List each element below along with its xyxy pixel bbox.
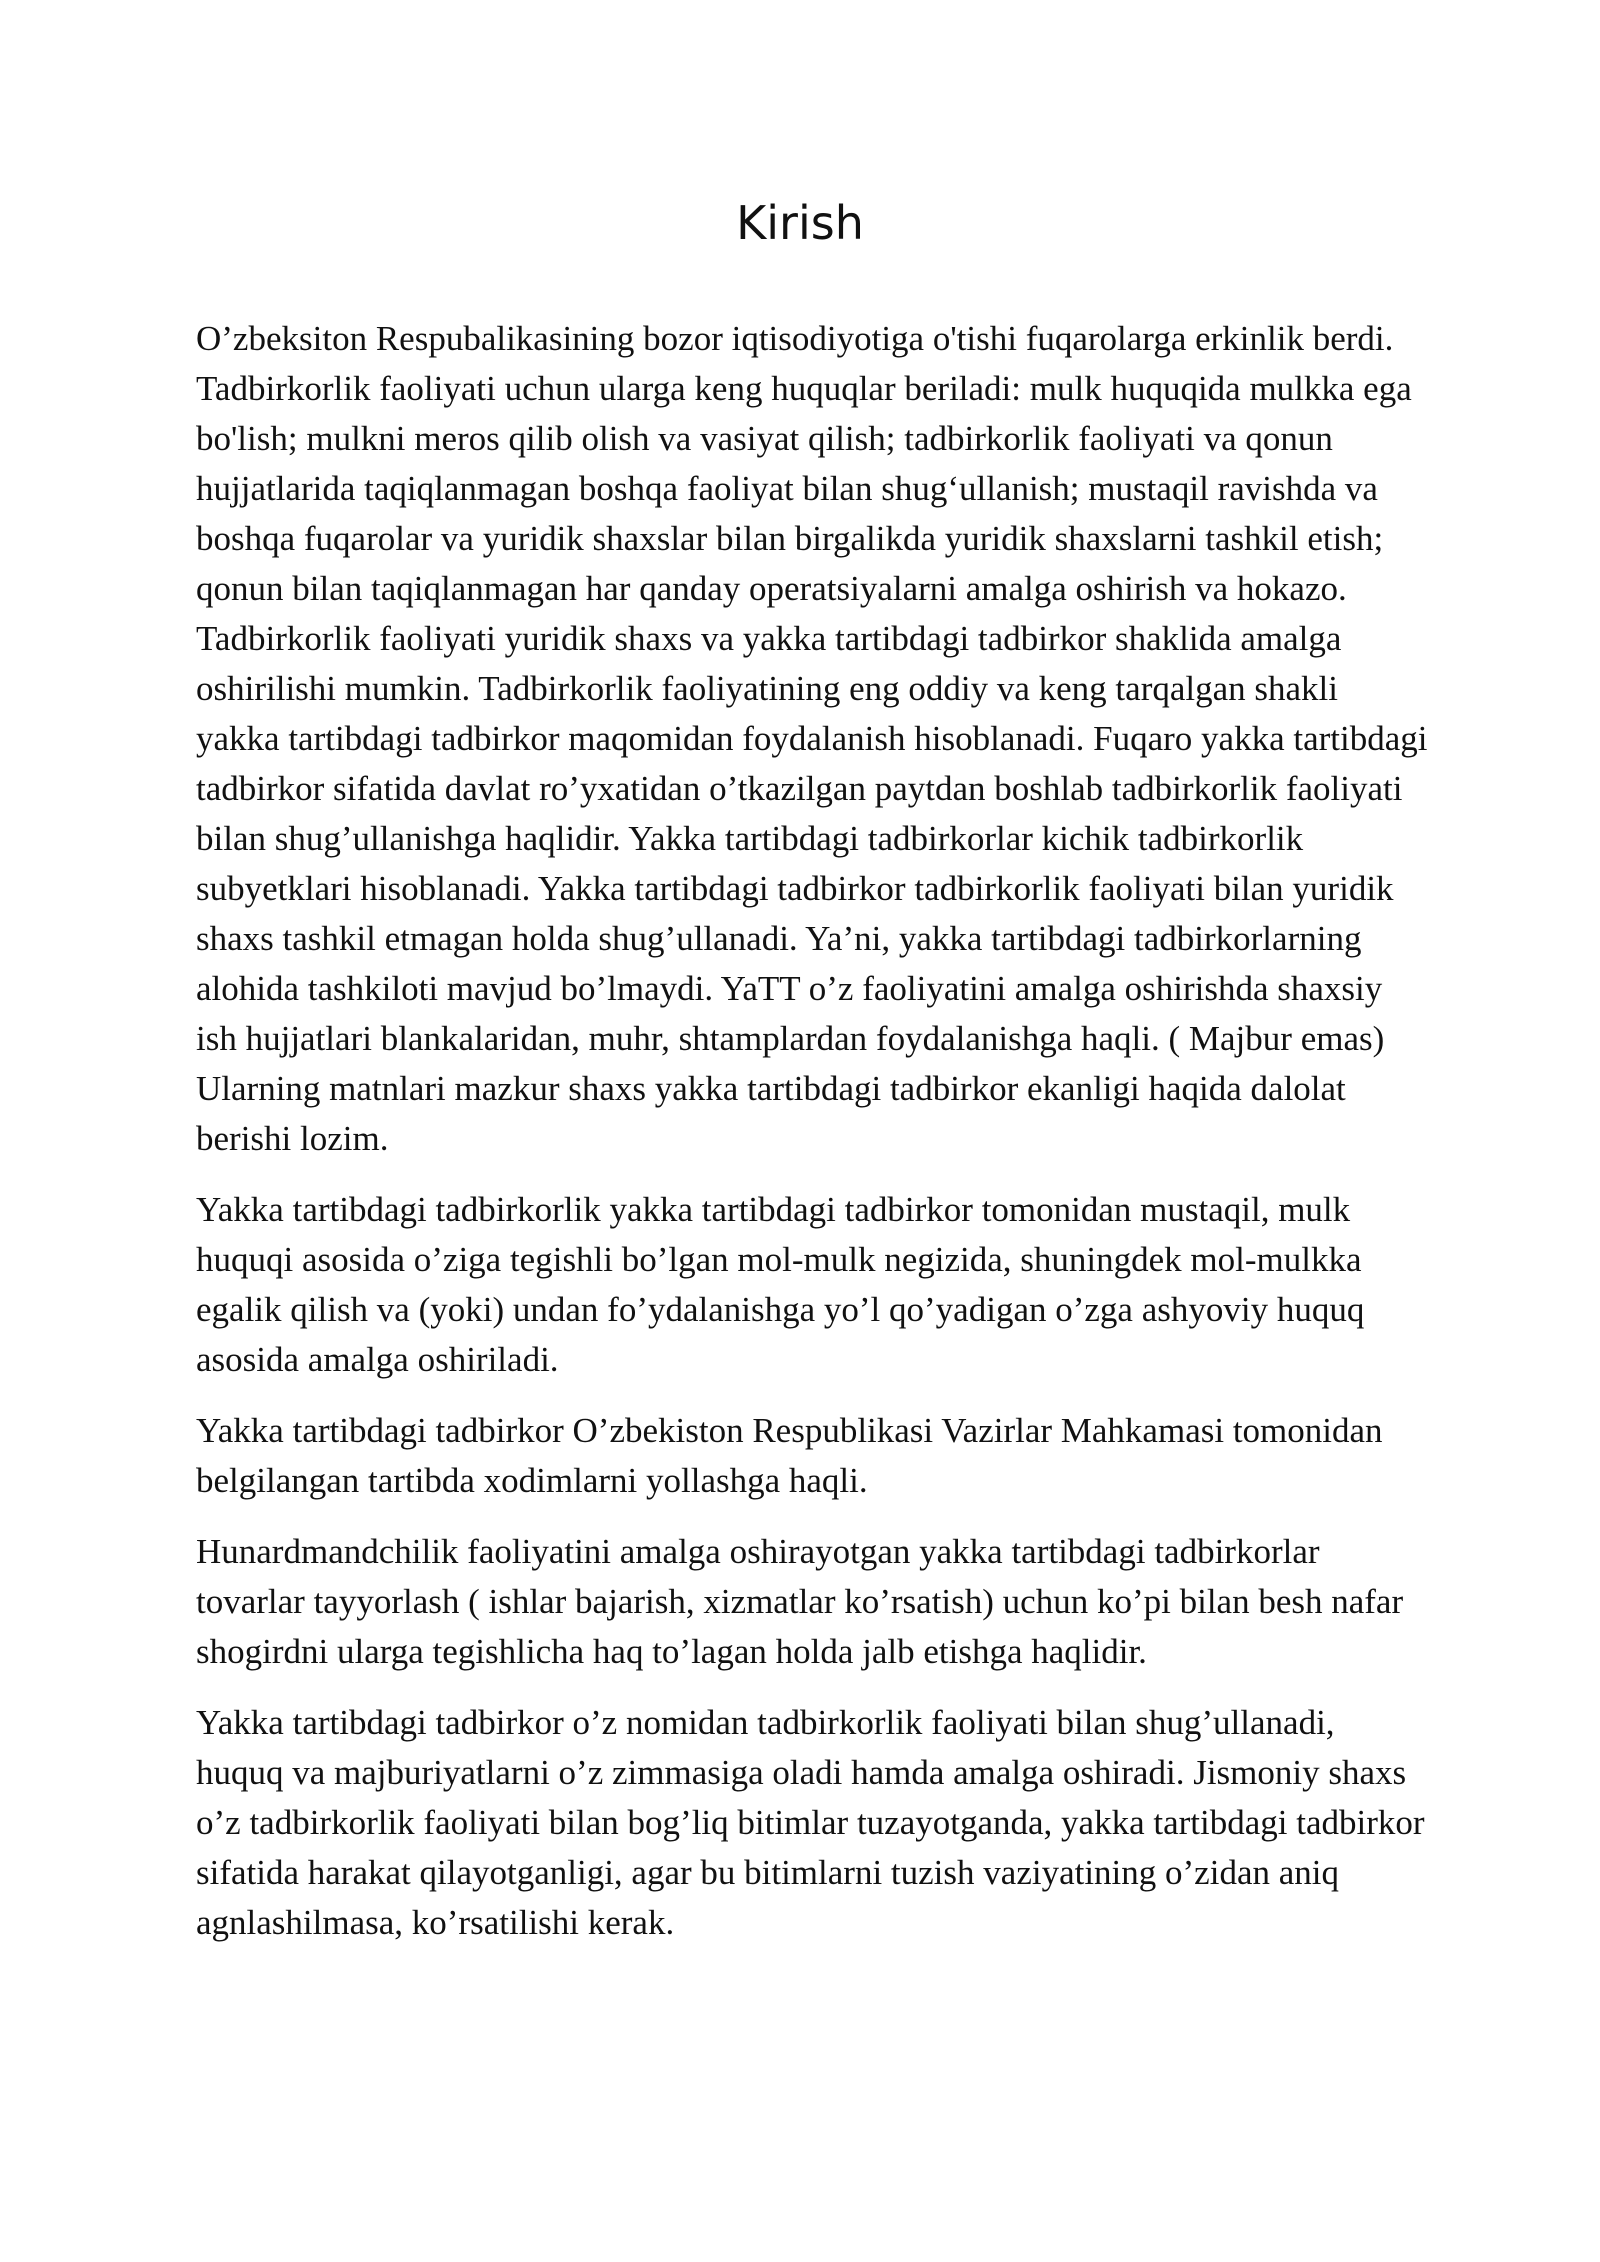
paragraph-5: Yakka tartibdagi tadbirkor o’z nomidan tadbirkorlik faoliyati bilan shug’ullanadi, huquq va majburiyatlarni o’z zimmasiga oladi hamda amalga oshiradi. Jismoniy shaxs o’z tadbirkorlik faoliyati bilan bog’liq bitimlar tuzayotganda, yakka tartibdagi tadbirkor sifatida harakat qilayotganligi, agar bu bitimlarni tuzish vaziyatining o’zidan aniq agnlashilmasa, ko’rsatilishi kerak.: [196, 1703, 1425, 1942]
paragraph-4: Hunardmandchilik faoliyatini amalga oshirayotgan yakka tartibdagi tadbirkorlar tovarlar tayyorlash ( ishlar bajarish, xizmatlar ko’rsatish) uchun ko’pi bilan besh nafar shogirdni ularga tegishlicha haq to’lagan holda jalb etishga haqlidir.: [196, 1532, 1404, 1671]
paragraph-3: Yakka tartibdagi tadbirkor O’zbekiston Respublikasi Vazirlar Mahkamasi tomonidan belgilangan tartibda xodimlarni yollashga haqli.: [196, 1411, 1383, 1500]
page-title: Kirish: [736, 196, 864, 250]
document-body: [196, 314, 1428, 1969]
paragraph-1: O’zbeksiton Respubalikasining bozor iqtisodiyotiga o'tishi fuqarolarga erkinlik berdi. Tadbirkorlik faoliyati uchun ularga keng huquqlar beriladi: mulk huquqida mulkka ega bo'lish; mulkni meros qilib olish va vasiyat qilish; tadbirkorlik faoliyati va qonun hujjatlarida taqiqlanmagan boshqa faoliyat bilan shug‘ullanish; mustaqil ravishda va boshqa fuqarolar va yuridik shaxslar bilan birgalikda yuridik shaxslarni tashkil etish; qonun bilan taqiqlanmagan har qanday operatsiyalarni amalga oshirish va hokazo. Tadbirkorlik faoliyati yuridik shaxs va yakka tartibdagi tadbirkor shaklida amalga oshirilishi mumkin. Tadbirkorlik faoliyatining eng oddiy va keng tarqalgan shakli yakka tartibdagi tadbirkor maqomidan foydalanish hisoblanadi. Fuqaro yakka tartibdagi tadbirkor sifatida davlat ro’yxatidan o’tkazilgan paytdan boshlab tadbirkorlik faoliyati bilan shug’ullanishga haqlidir. Yakka tartibdagi tadbirkorlar kichik tadbirkorlik subyetklari hisoblanadi. Yakka tartibdagi tadbirkor tadbirkorlik faoliyati bilan yuridik shaxs tashkil etmagan holda shug’ullanadi. Ya’ni, yakka tartibdagi tadbirkorlarning alohida tashkiloti mavjud bo’lmaydi. YaTT o’z faoliyatini amalga oshirishda shaxsiy ish hujjatlari blankalaridan, muhr, shtamplardan foydalanishga haqli. ( Majbur emas) Ularning matnlari mazkur shaxs yakka tartibdagi tadbirkor ekanligi haqida dalolat berishi lozim.: [196, 319, 1428, 1158]
paragraph-2: Yakka tartibdagi tadbirkorlik yakka tartibdagi tadbirkor tomonidan mustaqil, mulk huquqi asosida o’ziga tegishli bo’lgan mol-mulk negizida, shuningdek mol-mulkka egalik qilish va (yoki) undan fo’ydalanishga yo’l qo’yadigan o’zga ashyoviy huquq asosida amalga oshiriladi.: [196, 1190, 1365, 1379]
